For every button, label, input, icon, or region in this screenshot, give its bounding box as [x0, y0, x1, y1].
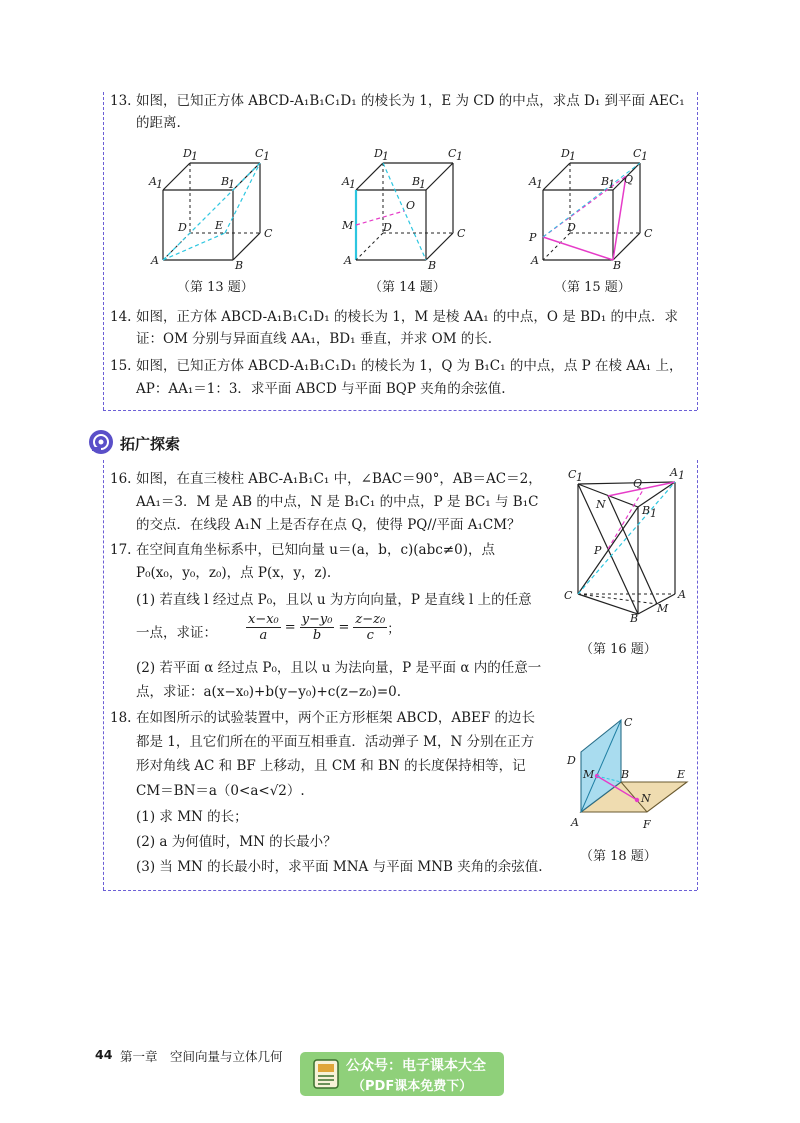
svg-text:1: 1	[156, 178, 163, 191]
svg-text:F: F	[643, 818, 651, 831]
svg-text:M: M	[657, 602, 669, 615]
svg-text:D: D	[178, 221, 187, 234]
svg-text:Q: Q	[633, 477, 643, 490]
problem-17-sub2-line2: 点，求证：a(x−x₀)+b(y−y₀)+c(z−z₀)=0.	[136, 684, 402, 700]
svg-text:1: 1	[678, 469, 685, 482]
figure-14-cube	[338, 145, 478, 270]
svg-text:1: 1	[456, 150, 463, 163]
watermark-stamp	[300, 1052, 504, 1096]
figure-15-cube	[525, 145, 665, 270]
frame-top-divider	[103, 410, 697, 411]
page-number: 44	[95, 1047, 113, 1062]
svg-text:E: E	[215, 219, 224, 232]
svg-text:C: C	[568, 468, 577, 481]
problem-18-line3: 形对角线 AC 和 BF 上移动，且 CM 和 BN 的长度保持相等，记	[136, 758, 526, 774]
problem-17-line1: 17. 在空间直角坐标系中，已知向量 u＝(a，b，c)(abc≠0)，点	[110, 542, 495, 558]
fraction-y: $\frac{\text{y−y₀}}{b}$	[301, 612, 333, 643]
frame-left-top	[103, 92, 104, 410]
svg-text:B: B	[221, 175, 230, 188]
svg-text:1: 1	[382, 150, 389, 163]
svg-text:1: 1	[650, 507, 657, 520]
svg-text:A: A	[531, 254, 539, 267]
problem-15-line1: 15. 如图，已知正方体 ABCD-A₁B₁C₁D₁ 的棱长为 1，Q 为 B₁C₁ 的中点，点 P 在棱 AA₁ 上，	[110, 358, 683, 374]
svg-text:1: 1	[349, 178, 356, 191]
svg-text:A: A	[151, 254, 159, 267]
problem-17-sub2-line1: (2) 若平面 α 经过点 P₀，且以 u 为法向量，P 是平面 α 内的任意一	[136, 660, 542, 676]
frame-right-bottom	[697, 460, 698, 890]
svg-text:A: A	[149, 175, 157, 188]
svg-text:C: C	[633, 147, 642, 160]
svg-text:1: 1	[576, 471, 583, 484]
problem-18-q3: (3) 当 MN 的长最小时，求平面 MNA 与平面 MNB 夹角的余弦值.	[136, 859, 543, 875]
problem-13-line1: 13. 如图，已知正方体 ABCD-A₁B₁C₁D₁ 的棱长为 1，E 为 CD 的中点，求点 D₁ 到平面 AEC₁	[110, 93, 685, 109]
frame-bottom-border	[103, 890, 697, 891]
svg-text:A: A	[571, 816, 579, 829]
svg-text:P: P	[529, 231, 537, 244]
svg-text:D: D	[567, 754, 576, 767]
svg-text:N: N	[596, 498, 606, 511]
svg-text:B: B	[412, 175, 421, 188]
figure-13-caption: （第 13 题）	[177, 280, 254, 295]
svg-text:1: 1	[641, 150, 648, 163]
problem-16-line2: AA₁＝3．M 是 AB 的中点，N 是 B₁C₁ 的中点，P 是 BC₁ 与 B₁C	[136, 494, 539, 510]
svg-text:1: 1	[228, 178, 235, 191]
problem-18-line4: CM＝BN＝a（0<a<√2）.	[136, 783, 305, 799]
figure-13-cube	[145, 145, 285, 270]
svg-text:B: B	[621, 768, 630, 781]
svg-text:M: M	[583, 768, 595, 781]
svg-text:D: D	[183, 147, 192, 160]
svg-text:B: B	[601, 175, 610, 188]
svg-text:B: B	[428, 259, 437, 270]
problem-18-q1: (1) 求 MN 的长；	[136, 809, 248, 825]
svg-text:Q: Q	[624, 173, 634, 186]
problem-16-line1: 16. 如图，在直三棱柱 ABC-A₁B₁C₁ 中，∠BAC＝90°，AB＝AC＝2，	[110, 471, 542, 487]
figure-16-caption: （第 16 题）	[580, 642, 657, 657]
figure-18-frames	[563, 712, 693, 837]
svg-text:D: D	[383, 221, 392, 234]
problem-16-line3: 的交点．在线段 A₁N 上是否存在点 Q，使得 PQ//平面 A₁CM？	[136, 517, 521, 533]
problem-17-sub1-line1: (1) 若直线 l 经过点 P₀，且以 u 为方向向量，P 是直线 l 上的任意	[136, 592, 532, 608]
svg-text:D: D	[567, 221, 576, 234]
fraction-z: $\frac{\text{z−z₀}}{c}$	[355, 612, 386, 643]
svg-text:1: 1	[263, 150, 270, 163]
problem-17-line2: P₀(x₀，y₀，z₀)，点 P(x，y，z).	[136, 565, 332, 581]
fraction-x: $\frac{\text{x−x₀}}{a}$	[248, 612, 279, 643]
problem-13-line2: 的距离.	[136, 115, 181, 131]
svg-text:B: B	[613, 259, 622, 270]
figure-18-caption: （第 18 题）	[580, 849, 657, 864]
svg-text:C: C	[624, 716, 633, 729]
problem-18-q2: (2) a 为何值时，MN 的长最小？	[136, 834, 337, 850]
problem-14-line1: 14. 如图，正方体 ABCD-A₁B₁C₁D₁ 的棱长为 1，M 是棱 AA₁ 的中点，O 是 BD₁ 的中点．求	[110, 309, 679, 325]
svg-text:C: C	[644, 227, 653, 240]
svg-text:B: B	[630, 612, 639, 622]
svg-text:E: E	[677, 768, 686, 781]
svg-text:1: 1	[191, 150, 198, 163]
stamp-line2: （PDF课本免费下）	[352, 1079, 473, 1094]
svg-text:D: D	[374, 147, 383, 160]
proportion-equation: $\frac{\text{x−x₀}}{a}$ = $\frac{\text{y−y₀}}{b}$ = $\frac{\text{z−z₀}}{c}$ ；	[248, 612, 401, 643]
svg-text:A: A	[344, 254, 352, 267]
svg-text:B: B	[642, 504, 651, 517]
svg-text:1: 1	[608, 178, 615, 191]
svg-text:M: M	[342, 219, 354, 232]
problem-18-line1: 18. 在如图所示的试验装置中，两个正方形框架 ABCD，ABEF 的边长	[110, 710, 536, 726]
svg-text:N: N	[641, 792, 651, 805]
svg-text:A: A	[670, 466, 678, 479]
chapter-title: 第一章 空间向量与立体几何	[120, 1049, 283, 1064]
svg-text:C: C	[457, 227, 466, 240]
svg-text:1: 1	[536, 178, 543, 191]
svg-text:C: C	[255, 147, 264, 160]
section-title: 拓广探索	[120, 435, 181, 453]
figure-16-prism	[560, 462, 695, 622]
figure-14-caption: （第 14 题）	[369, 280, 446, 295]
svg-text:C: C	[564, 589, 573, 602]
svg-text:A: A	[342, 175, 350, 188]
svg-text:B: B	[235, 259, 244, 270]
problem-15-line2: AP：AA₁＝1：3．求平面 ABCD 与平面 BQP 夹角的余弦值.	[136, 381, 506, 397]
book-icon	[312, 1058, 340, 1090]
svg-text:P: P	[594, 544, 602, 557]
svg-text:1: 1	[569, 150, 576, 163]
explore-icon	[88, 429, 114, 455]
svg-text:C: C	[264, 227, 273, 240]
frame-right-top	[697, 92, 698, 410]
svg-text:O: O	[406, 199, 416, 212]
svg-text:C: C	[448, 147, 457, 160]
problem-17-sub1-line2: 一点，求证：	[136, 625, 217, 641]
stamp-line1: 公众号：电子课本大全	[346, 1058, 486, 1074]
problem-14-line2: 证：OM 分别与异面直线 AA₁，BD₁ 垂直，并求 OM 的长.	[136, 331, 493, 347]
svg-text:1: 1	[419, 178, 426, 191]
svg-text:A: A	[529, 175, 537, 188]
problem-18-line2: 都是 1，且它们所在的平面互相垂直．活动弹子 M，N 分别在正方	[136, 734, 535, 750]
figure-15-caption: （第 15 题）	[554, 280, 631, 295]
svg-text:A: A	[678, 588, 686, 601]
svg-text:D: D	[561, 147, 570, 160]
frame-left-bottom	[103, 460, 104, 890]
